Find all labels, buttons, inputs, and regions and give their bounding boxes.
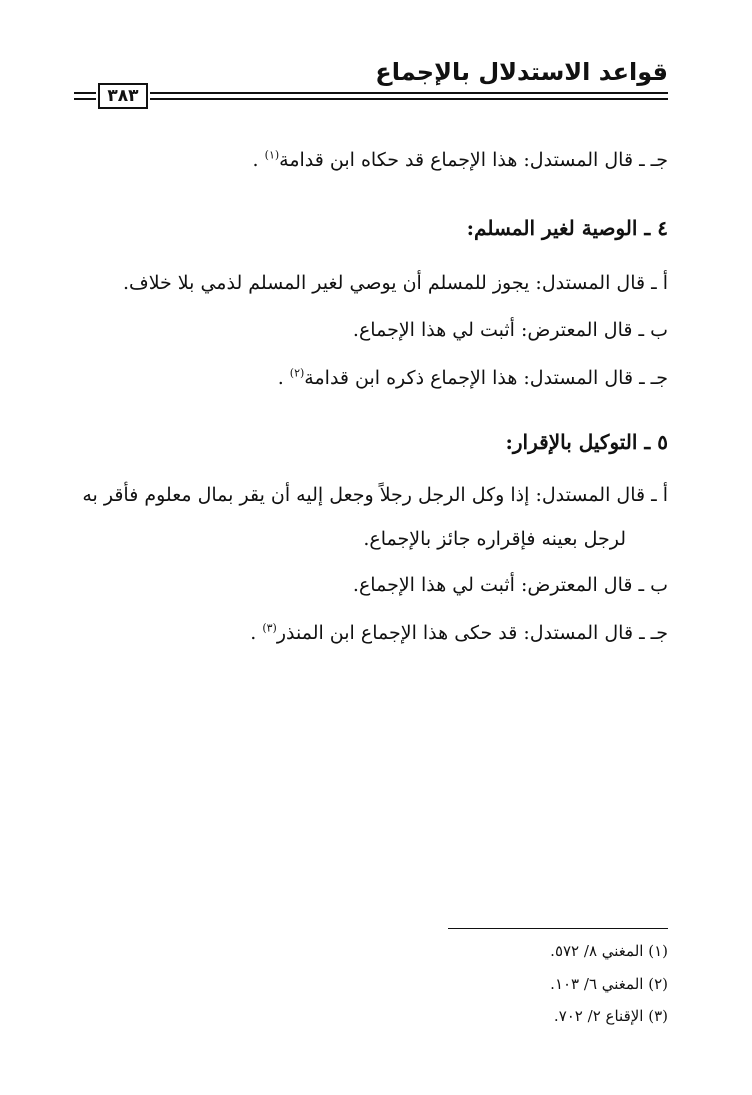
paragraph-text: جـ ـ قال المستدل: هذا الإجماع ذكره ابن قدامة <box>304 367 668 389</box>
page-number: ٣٨٣ <box>98 83 148 109</box>
paragraph <box>250 618 668 648</box>
footnote: (٢) المغني ٦/ ١٠٣. <box>550 975 668 993</box>
footnote-ref: (١) <box>264 148 280 162</box>
paragraph-end: . <box>277 367 284 389</box>
paragraph-continuation: لرجل بعينه فإقراره جائز بالإجماع. <box>363 528 626 550</box>
paragraph-end: . <box>252 149 259 171</box>
running-title: قواعد الاستدلال بالإجماع <box>375 58 668 86</box>
footnote: (٣) الإقناع ٢/ ٧٠٢. <box>553 1007 668 1025</box>
paragraph-text: جـ ـ قال المستدل: قد حكى هذا الإجماع ابن المنذر <box>276 622 668 644</box>
header-rule-left-bottom <box>74 98 96 100</box>
footnote-ref: (٢) <box>289 366 305 380</box>
paragraph <box>253 145 668 175</box>
header-rule-left-top <box>74 92 96 94</box>
section-heading: ٥ ـ التوكيل بالإقرار: <box>505 430 668 454</box>
paragraph: ب ـ قال المعترض: أثبت لي هذا الإجماع. <box>352 319 668 341</box>
paragraph <box>278 363 668 393</box>
paragraph: ب ـ قال المعترض: أثبت لي هذا الإجماع. <box>352 574 668 596</box>
paragraph-text: جـ ـ قال المستدل: هذا الإجماع قد حكاه ابن قدامة <box>279 149 668 171</box>
footnote-ref: (٣) <box>262 621 277 635</box>
paragraph-end: . <box>250 622 257 644</box>
section-heading: ٤ ـ الوصية لغير المسلم: <box>466 216 668 240</box>
footnote-separator <box>448 928 668 929</box>
header-rule-top <box>150 92 668 94</box>
page-header <box>70 56 668 116</box>
footnote: (١) المغني ٨/ ٥٧٢. <box>550 942 668 960</box>
paragraph: أ ـ قال المستدل: إذا وكل الرجل رجلاً وجعل إليه أن يقر بمال معلوم فأقر به <box>82 484 668 506</box>
header-rule-bottom <box>150 98 668 100</box>
paragraph: أ ـ قال المستدل: يجوز للمسلم أن يوصي لغير المسلم لذمي بلا خلاف. <box>122 272 668 294</box>
